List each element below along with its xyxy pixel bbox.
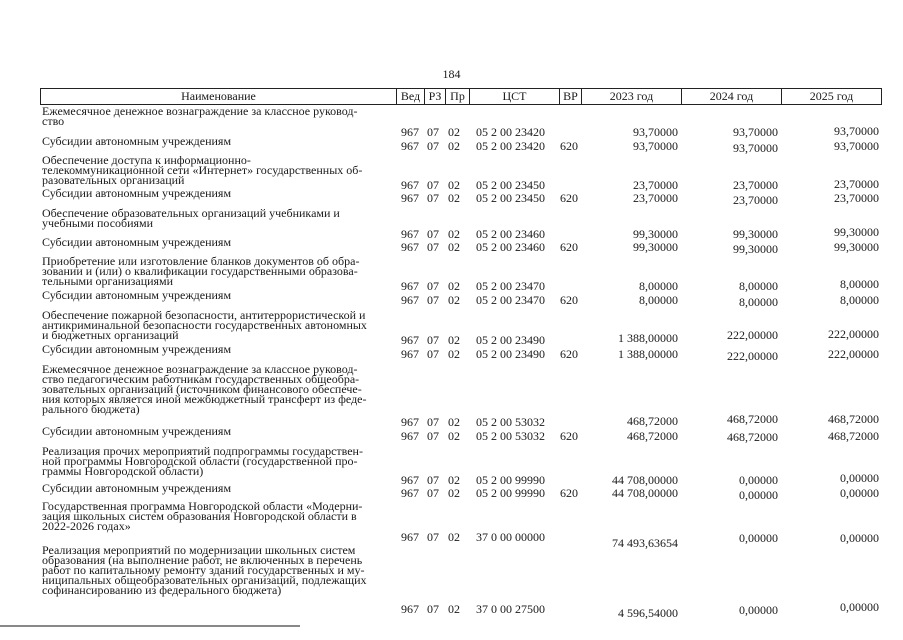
row-pr: 02 [448, 347, 460, 361]
footer-rule [0, 625, 300, 627]
row-pr: 02 [448, 279, 460, 293]
row-name-line: и бюджетных организаций [42, 328, 179, 342]
row-cst: 05 2 00 23490 [476, 333, 545, 347]
row-name [42, 446, 387, 476]
budget-table [40, 88, 882, 628]
row-cst: 05 2 00 99990 [476, 473, 545, 487]
row-rz: 07 [427, 486, 439, 500]
row-value-2023: 99,30000 [633, 240, 678, 254]
row-name-line: ство педагогическим работникам государственных общеобра- [42, 372, 360, 386]
row-value-2023: 8,00000 [639, 293, 678, 307]
row-pr: 02 [448, 429, 460, 443]
row-pr: 02 [448, 125, 460, 139]
row-name [42, 136, 387, 146]
row-name [42, 256, 387, 286]
row-name-line: Ежемесячное денежное вознаграждение за классное руковод- [42, 362, 358, 376]
row-name [42, 310, 387, 340]
row-cst: 37 0 00 00000 [476, 530, 545, 544]
row-ved: 967 [401, 486, 419, 500]
row-value-2024: 8,00000 [739, 279, 778, 293]
row-ved: 967 [401, 125, 419, 139]
table-row [40, 446, 882, 486]
row-ved: 967 [401, 139, 419, 153]
row-value-2024: 99,30000 [733, 242, 778, 256]
row-name-line: зовательных организаций (источником финансового обеспече- [42, 382, 362, 396]
row-name-line: Субсидии автономным учреждениям [42, 235, 232, 249]
table-row [40, 481, 882, 502]
row-value-2024: 0,00000 [739, 488, 778, 502]
row-value-2025: 8,00000 [840, 277, 879, 291]
row-value-2024: 99,30000 [733, 227, 778, 241]
row-name-line: Обеспечение образовательных организаций учебниками и [42, 206, 340, 220]
row-value-2023: 8,00000 [639, 279, 678, 293]
row-value-2023: 23,70000 [633, 191, 678, 205]
row-name-line: ния которых является иной межбюджетный трансферт из феде- [42, 392, 367, 406]
row-ved: 967 [401, 293, 419, 307]
row-vr: 620 [560, 293, 578, 307]
row-value-2025: 0,00000 [840, 471, 879, 485]
row-rz: 07 [427, 333, 439, 347]
row-name [42, 545, 387, 595]
row-value-2025: 0,00000 [840, 486, 879, 500]
row-ved: 967 [401, 178, 419, 192]
row-name-line: зовании и (или) о квалификации государственными образова- [42, 264, 358, 278]
row-name-line: Субсидии автономным учреждениям [42, 134, 232, 148]
row-ved: 967 [401, 429, 419, 443]
row-cst: 05 2 00 23460 [476, 227, 545, 241]
row-rz: 07 [427, 415, 439, 429]
row-name-line: софинансированию из федерального бюджета) [42, 583, 282, 597]
row-pr: 02 [448, 240, 460, 254]
row-value-2024: 23,70000 [733, 193, 778, 207]
row-name [42, 237, 387, 247]
row-name-line: образования (на выполнение работ, не включенных в перечень [42, 553, 363, 567]
row-rz: 07 [427, 473, 439, 487]
row-value-2025: 468,72000 [828, 412, 879, 426]
row-value-2023: 468,72000 [627, 429, 678, 443]
row-value-2023: 1 388,00000 [618, 331, 678, 345]
row-cst: 05 2 00 99990 [476, 486, 545, 500]
row-name-line: учебными пособиями [42, 216, 154, 230]
row-name-line: Субсидии автономным учреждениям [42, 424, 232, 438]
row-value-2023: 468,72000 [627, 414, 678, 428]
row-value-2024: 222,00000 [727, 349, 778, 363]
row-rz: 07 [427, 293, 439, 307]
row-name [42, 364, 387, 414]
table-row [40, 342, 882, 363]
row-pr: 02 [448, 191, 460, 205]
row-value-2024: 0,00000 [739, 531, 778, 545]
row-rz: 07 [427, 125, 439, 139]
table-row [40, 310, 882, 346]
row-cst: 05 2 00 23420 [476, 125, 545, 139]
row-value-2024: 23,70000 [733, 178, 778, 192]
row-value-2023: 93,70000 [633, 139, 678, 153]
row-name-line: Реализация мероприятий по модернизации школьных систем [42, 543, 356, 557]
row-cst: 05 2 00 23470 [476, 293, 545, 307]
row-rz: 07 [427, 227, 439, 241]
row-cst: 05 2 00 23420 [476, 139, 545, 153]
header-cst: ЦСТ [469, 88, 560, 105]
table-row [40, 288, 882, 309]
row-value-2025: 23,70000 [834, 191, 879, 205]
row-name-line: ство [42, 114, 65, 128]
row-name-line: ниципальных общеобразовательных организаций, подлежащих [42, 573, 367, 587]
row-cst: 05 2 00 23490 [476, 347, 545, 361]
row-pr: 02 [448, 473, 460, 487]
row-value-2025: 0,00000 [840, 600, 879, 614]
row-value-2024: 468,72000 [727, 412, 778, 426]
header-2025: 2025 год [781, 88, 882, 105]
row-ved: 967 [401, 240, 419, 254]
header-ved: Вед [396, 88, 425, 105]
row-pr: 02 [448, 178, 460, 192]
row-value-2024: 0,00000 [739, 473, 778, 487]
row-value-2025: 93,70000 [834, 124, 879, 138]
table-row [40, 186, 882, 207]
row-ved: 967 [401, 473, 419, 487]
row-name [42, 426, 387, 436]
row-name [42, 290, 387, 300]
row-value-2023: 44 708,00000 [612, 486, 678, 500]
row-rz: 07 [427, 429, 439, 443]
row-value-2024: 93,70000 [733, 141, 778, 155]
row-ved: 967 [401, 279, 419, 293]
row-name-line: Субсидии автономным учреждениям [42, 481, 232, 495]
table-row [40, 426, 882, 442]
row-rz: 07 [427, 191, 439, 205]
row-rz: 07 [427, 602, 439, 616]
row-name-line: работ по капитальному ремонту зданий государственных и му- [42, 563, 365, 577]
row-name-line: зация школьных систем образования Новгородской области в [42, 509, 357, 523]
row-name-line: Государственная программа Новгородской области «Модерни- [42, 499, 363, 513]
row-cst: 37 0 00 27500 [476, 602, 545, 616]
row-name [42, 106, 387, 126]
row-rz: 07 [427, 279, 439, 293]
row-value-2025: 468,72000 [828, 429, 879, 443]
row-name-line: Субсидии автономным учреждениям [42, 342, 232, 356]
row-name-line: Субсидии автономным учреждениям [42, 288, 232, 302]
row-name-line: ной программы Новгородской области (государственной про- [42, 454, 358, 468]
row-rz: 07 [427, 530, 439, 544]
row-name [42, 483, 387, 493]
row-cst: 05 2 00 53032 [476, 415, 545, 429]
row-pr: 02 [448, 333, 460, 347]
header-2024: 2024 год [681, 88, 782, 105]
row-name-line: телекоммуникационной сети «Интернет» государственных об- [42, 163, 363, 177]
row-value-2025: 99,30000 [834, 225, 879, 239]
row-pr: 02 [448, 227, 460, 241]
row-name-line: Обеспечение доступа к информационно- [42, 153, 251, 167]
row-value-2025: 222,00000 [828, 347, 879, 361]
table-row [40, 364, 882, 428]
header-vr: ВР [559, 88, 582, 105]
row-cst: 05 2 00 23450 [476, 191, 545, 205]
row-rz: 07 [427, 178, 439, 192]
row-name [42, 188, 387, 198]
row-rz: 07 [427, 347, 439, 361]
row-vr: 620 [560, 429, 578, 443]
row-name-line: антикриминальной безопасности государственных автономных [42, 318, 367, 332]
row-rz: 07 [427, 139, 439, 153]
row-value-2025: 99,30000 [834, 240, 879, 254]
header-pr: Пр [445, 88, 470, 105]
row-value-2024: 0,00000 [739, 603, 778, 617]
header-2023: 2023 год [581, 88, 682, 105]
row-value-2025: 0,00000 [840, 531, 879, 545]
row-ved: 967 [401, 415, 419, 429]
row-name [42, 344, 387, 354]
row-vr: 620 [560, 139, 578, 153]
row-ved: 967 [401, 333, 419, 347]
row-name-line: Приобретение или изготовление бланков документов об обра- [42, 254, 360, 268]
row-cst: 05 2 00 23460 [476, 240, 545, 254]
table-row [40, 235, 882, 256]
row-name-line: Реализация прочих мероприятий подпрограммы государствен- [42, 444, 363, 458]
row-ved: 967 [401, 347, 419, 361]
row-name-line: 2022-2026 годах» [42, 519, 131, 533]
row-value-2023: 23,70000 [633, 178, 678, 192]
header-name: Наименование [40, 88, 397, 105]
header-rz: РЗ [424, 88, 446, 105]
row-value-2024: 93,70000 [733, 125, 778, 139]
row-pr: 02 [448, 530, 460, 544]
row-pr: 02 [448, 139, 460, 153]
row-name-line: Обеспечение пожарной безопасности, антитеррористической и [42, 308, 366, 322]
row-vr: 620 [560, 191, 578, 205]
row-value-2025: 23,70000 [834, 177, 879, 191]
row-name [42, 208, 387, 228]
row-vr: 620 [560, 240, 578, 254]
row-ved: 967 [401, 227, 419, 241]
row-value-2023: 1 388,00000 [618, 347, 678, 361]
row-value-2024: 8,00000 [739, 295, 778, 309]
row-name [42, 155, 387, 185]
row-value-2025: 222,00000 [828, 327, 879, 341]
row-rz: 07 [427, 240, 439, 254]
row-cst: 05 2 00 23470 [476, 279, 545, 293]
row-value-2025: 93,70000 [834, 139, 879, 153]
row-vr: 620 [560, 486, 578, 500]
row-pr: 02 [448, 486, 460, 500]
row-value-2023: 44 708,00000 [612, 473, 678, 487]
row-ved: 967 [401, 530, 419, 544]
row-name-line: рального бюджета) [42, 402, 140, 416]
row-vr: 620 [560, 347, 578, 361]
row-ved: 967 [401, 602, 419, 616]
row-value-2023: 4 596,54000 [618, 606, 678, 620]
row-ved: 967 [401, 191, 419, 205]
row-cst: 05 2 00 53032 [476, 429, 545, 443]
row-value-2023: 93,70000 [633, 125, 678, 139]
row-value-2024: 468,72000 [727, 430, 778, 444]
row-pr: 02 [448, 602, 460, 616]
row-name-line: Ежемесячное денежное вознаграждение за классное руковод- [42, 104, 358, 118]
page-number: 184 [442, 67, 461, 81]
row-value-2025: 8,00000 [840, 293, 879, 307]
row-value-2024: 222,00000 [727, 328, 778, 342]
row-name [42, 501, 387, 531]
row-name-line: Субсидии автономным учреждениям [42, 186, 232, 200]
row-name-line: разовательных организаций [42, 173, 185, 187]
row-pr: 02 [448, 293, 460, 307]
row-value-2023: 74 493,63654 [612, 536, 678, 550]
row-name-line: граммы Новгородской области) [42, 464, 204, 478]
table-row [40, 134, 882, 155]
row-pr: 02 [448, 415, 460, 429]
table-row [40, 256, 882, 292]
row-value-2023: 99,30000 [633, 227, 678, 241]
row-cst: 05 2 00 23450 [476, 178, 545, 192]
row-name-line: тельными организациями [42, 274, 174, 288]
